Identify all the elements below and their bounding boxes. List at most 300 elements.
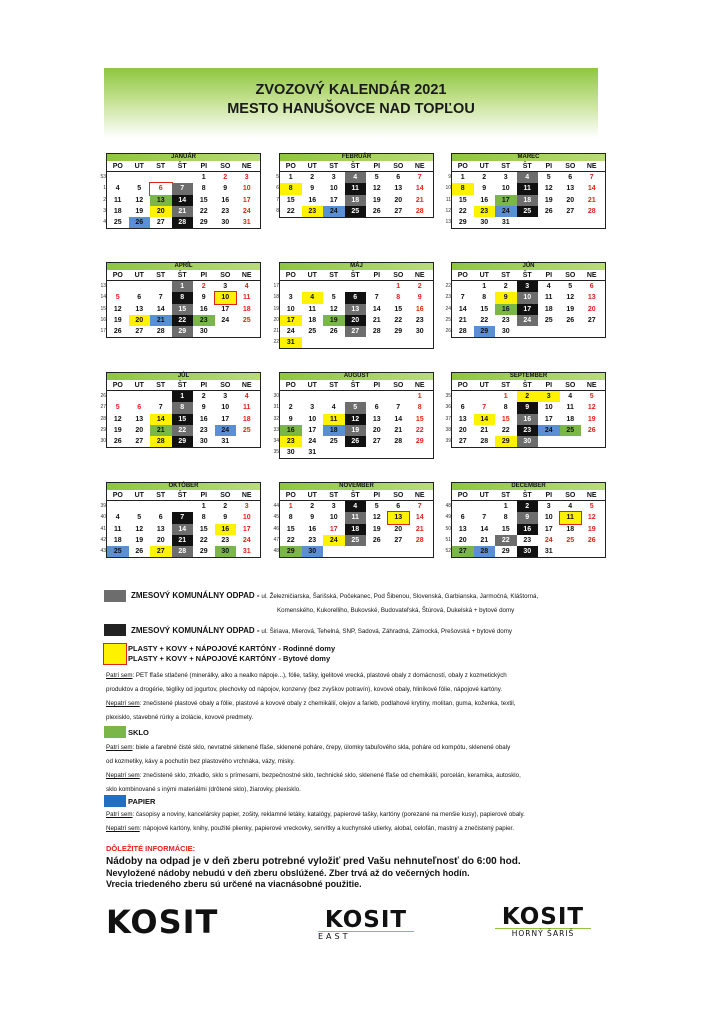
day-cell: 22: [286, 536, 295, 544]
weekday-label: NE: [241, 163, 252, 170]
day-cell: 2: [517, 501, 539, 512]
day-cell: 20: [566, 196, 575, 204]
day-cell: [388, 337, 410, 348]
sklo-nepatri-text: : znečistené sklo, zrkadlo, sklo s prímesami, bezpečnostné sklo, technické sklo, sklenené fľaše od chemikálií, porcelán, keramika, autosklo,: [139, 772, 521, 779]
day-cell: 13: [388, 512, 410, 523]
weekday-label: PI: [373, 272, 381, 279]
day-cell: [150, 172, 172, 183]
day-cell: 7: [172, 512, 194, 523]
weekday-label: NE: [241, 492, 252, 499]
day-cell: [581, 326, 603, 337]
day-cell: 20: [156, 536, 165, 544]
day-cell: 16: [308, 525, 317, 533]
week-number: 2: [103, 196, 106, 203]
weekday-label: NE: [586, 272, 597, 279]
week-row: [100, 535, 261, 546]
day-cell: 31: [242, 547, 251, 555]
legend-komunal-1-text2: Komenského, Kukorelliho, Bukovské, Budovateľská, Štúrová, Dukelská + bytové domy: [277, 607, 515, 614]
weekday-label: NE: [586, 382, 597, 389]
day-cell: 14: [415, 185, 424, 193]
weekday-label: ŠT: [350, 163, 360, 170]
legend-komunal-1-title: ZMESOVÝ KOMUNÁLNY ODPAD -: [131, 591, 260, 600]
weekday-label: SO: [565, 492, 576, 499]
day-cell: [150, 501, 172, 512]
weekday-label: UT: [307, 492, 317, 499]
weekday-label: ST: [156, 382, 166, 389]
legend-komunal-1-text: ul. Železničiarska, Šarišská, Počekanec, Pod Šibenou, Slovenská, Garbianska, Jarmočná, Kláštorná,: [259, 593, 539, 600]
day-cell: 17: [544, 525, 553, 533]
day-cell: 29: [415, 437, 424, 445]
plasty-nepatri-text2: plexisklo, stavebné rúrky a izolácie, kovové predmety.: [106, 714, 254, 721]
month-name: AUGUST: [279, 372, 434, 380]
week-number: 32: [273, 415, 279, 422]
sklo-description: [106, 741, 586, 797]
month-name: DECEMBER: [451, 482, 606, 490]
day-cell: [129, 281, 151, 292]
day-cell: 11: [560, 512, 582, 523]
weekday-label: SO: [565, 272, 576, 279]
day-cell: 10: [544, 514, 553, 522]
week-row: [100, 292, 261, 303]
day-cell: 28: [394, 437, 403, 445]
month-name: NOVEMBER: [279, 482, 434, 490]
komunal-black-swatch: [104, 624, 126, 636]
day-cell: 9: [201, 404, 206, 412]
day-cell: 23: [517, 425, 539, 436]
day-cell: 18: [345, 524, 367, 535]
weekday-label: PO: [112, 163, 123, 170]
weekday-label: UT: [479, 272, 489, 279]
day-cell: 7: [158, 294, 163, 302]
day-cell: [323, 447, 345, 458]
day-cell: 23: [415, 316, 424, 324]
week-number: 18: [273, 294, 279, 301]
week-row: [445, 414, 606, 425]
day-cell: 4: [115, 185, 120, 193]
day-cell: 16: [480, 196, 489, 204]
day-cell: 3: [223, 393, 228, 401]
week-row: [273, 337, 434, 348]
day-cell: 26: [544, 207, 553, 215]
day-cell: [323, 337, 345, 348]
day-cell: [345, 391, 367, 402]
day-cell: 20: [135, 426, 144, 434]
day-cell: 28: [172, 217, 194, 228]
weekday-label: NE: [586, 163, 597, 170]
day-cell: 8: [503, 514, 508, 522]
weekday-label: SO: [565, 382, 576, 389]
day-cell: 3: [503, 174, 508, 182]
weekday-header: [451, 161, 606, 172]
week-row: [445, 206, 606, 217]
weekday-label: SO: [220, 163, 231, 170]
day-cell: 29: [394, 327, 403, 335]
day-cell: 22: [495, 535, 517, 546]
weekday-label: SO: [393, 492, 404, 499]
day-cell: [302, 337, 324, 348]
week-number: 51: [445, 536, 451, 543]
day-cell: 11: [545, 294, 553, 302]
day-cell: 18: [544, 305, 553, 313]
day-cell: 1: [503, 393, 508, 401]
day-cell: 21: [587, 196, 596, 204]
day-cell: 28: [587, 207, 596, 215]
month-apríl: [100, 262, 261, 338]
weekday-label: SO: [565, 163, 576, 170]
week-number: 39: [100, 503, 106, 510]
weekday-label: PI: [373, 382, 381, 389]
day-cell: 30: [517, 546, 539, 557]
day-cell: 30: [302, 546, 324, 557]
day-cell: 1: [396, 283, 401, 291]
day-cell: 9: [223, 514, 228, 522]
weekday-label: ST: [329, 163, 339, 170]
day-cell: 25: [242, 426, 251, 434]
day-cell: 18: [517, 195, 539, 206]
sklo-nepatri-text2: sklo kombinované s inými materiálmi (drôtené sklo), žiarovky, plexisklo.: [106, 786, 301, 793]
day-cell: 25: [345, 206, 367, 217]
day-cell: 30: [286, 449, 295, 457]
week-number: 35: [273, 449, 279, 456]
day-cell: 17: [280, 315, 302, 326]
week-row: [100, 512, 261, 523]
week-row: [100, 281, 261, 292]
day-cell: 5: [568, 283, 573, 291]
week-number: 10: [445, 185, 451, 192]
month-name: OKTÓBER: [106, 482, 261, 490]
legend-papier: PAPIER: [128, 797, 156, 806]
week-row: [273, 524, 434, 535]
day-cell: 21: [480, 536, 489, 544]
day-cell: 18: [566, 415, 575, 423]
day-cell: [538, 436, 560, 447]
papier-nepatri-text: : nápojové kartóny, knihy, použité plienky, papierové vreckovky, servítky a kuchynské utierky, alobal, celofán, mastný a znečistený papier.: [139, 825, 514, 832]
week-row: [445, 546, 606, 557]
day-cell: 25: [560, 425, 582, 436]
day-cell: 17: [329, 196, 338, 204]
day-cell: 1: [172, 281, 194, 292]
day-cell: 2: [417, 283, 422, 291]
day-cell: 28: [172, 546, 194, 557]
day-cell: 10: [215, 292, 237, 303]
day-cell: 8: [172, 292, 194, 303]
weekday-header: [451, 270, 606, 281]
day-cell: 4: [244, 283, 249, 291]
day-cell: 5: [331, 294, 336, 302]
day-cell: 23: [199, 426, 208, 434]
day-cell: 17: [308, 426, 317, 434]
weekday-label: PI: [545, 492, 553, 499]
week-number: 28: [100, 415, 106, 422]
day-cell: [129, 172, 151, 183]
day-cell: 5: [137, 185, 142, 193]
day-cell: 29: [280, 546, 302, 557]
week-number: 48: [445, 503, 451, 510]
day-cell: 2: [310, 503, 315, 511]
day-cell: 7: [482, 514, 487, 522]
week-number: 35: [445, 393, 451, 400]
day-cell: 8: [280, 183, 302, 194]
week-row: [445, 436, 606, 447]
day-cell: 9: [495, 292, 517, 303]
week-number: 30: [100, 437, 106, 444]
day-cell: 11: [243, 404, 251, 412]
week-number: 50: [445, 525, 451, 532]
day-cell: 19: [544, 196, 553, 204]
day-cell: 19: [113, 426, 122, 434]
day-cell: 13: [345, 304, 367, 315]
weekday-label: PI: [200, 163, 208, 170]
month-február: [276, 153, 434, 218]
day-cell: [107, 501, 129, 512]
week-number: 53: [100, 174, 106, 181]
week-row: [100, 414, 261, 425]
week-row: [273, 326, 434, 337]
day-cell: 20: [458, 536, 467, 544]
week-number: 43: [100, 547, 106, 554]
day-cell: 6: [589, 283, 594, 291]
day-cell: 25: [107, 546, 129, 557]
week-number: 22: [273, 339, 279, 346]
day-cell: 28: [458, 327, 467, 335]
day-cell: 2: [201, 283, 206, 291]
weekday-header: [279, 161, 434, 172]
week-row: [276, 183, 434, 194]
week-number: 13: [100, 283, 106, 290]
day-cell: 27: [150, 546, 172, 557]
week-number: 52: [445, 547, 451, 554]
week-row: [445, 217, 606, 228]
day-cell: 29: [458, 218, 467, 226]
day-cell: 21: [458, 316, 467, 324]
day-cell: 28: [150, 436, 172, 447]
day-cell: 23: [474, 206, 496, 217]
day-cell: 5: [546, 174, 551, 182]
week-number: 22: [445, 283, 451, 290]
day-cell: 6: [460, 514, 465, 522]
day-cell: 5: [374, 174, 379, 182]
day-cell: 12: [113, 415, 122, 423]
header-banner: [104, 68, 598, 138]
day-cell: 23: [523, 536, 532, 544]
month-december: [445, 482, 606, 558]
day-cell: 7: [396, 404, 401, 412]
kosit-east-logo-text: KOSIT: [324, 907, 408, 933]
info-line-2: Nevyložené nádoby nebudú v deň zberu obslúžené. Zber trvá až do večerných hodín.: [106, 868, 470, 878]
day-cell: [236, 326, 258, 337]
day-cell: 22: [480, 316, 489, 324]
week-row: [276, 195, 434, 206]
day-cell: 15: [286, 525, 295, 533]
day-cell: 24: [495, 206, 517, 217]
week-row: [445, 315, 606, 326]
day-cell: 5: [115, 294, 120, 302]
day-cell: 6: [396, 174, 401, 182]
week-number: 14: [100, 294, 106, 301]
weekday-label: UT: [134, 163, 144, 170]
weekday-header: [279, 380, 434, 391]
day-cell: 18: [566, 525, 575, 533]
day-cell: 30: [517, 436, 539, 447]
day-cell: 3: [288, 294, 293, 302]
week-row: [273, 402, 434, 413]
week-number: 42: [100, 536, 106, 543]
month-name: JÚN: [451, 262, 606, 270]
day-cell: 4: [302, 292, 324, 303]
papier-patri-label: Patrí sem: [106, 811, 133, 818]
week-number: 33: [273, 426, 279, 433]
legend-plasty-bytove: PLASTY + KOVY + NÁPOJOVÉ KARTÓNY - Bytové domy: [128, 654, 331, 663]
week-row: [103, 217, 261, 228]
week-row: [276, 172, 434, 183]
day-cell: 9: [517, 512, 539, 523]
day-cell: 24: [323, 535, 345, 546]
month-september: [445, 372, 606, 448]
day-cell: 27: [452, 546, 474, 557]
legend-plasty: [128, 644, 335, 664]
day-cell: 18: [242, 305, 251, 313]
day-cell: 11: [323, 414, 345, 425]
day-cell: 26: [345, 436, 367, 447]
day-cell: 2: [482, 174, 487, 182]
day-cell: 23: [221, 207, 230, 215]
weekday-label: SO: [220, 382, 231, 389]
weekday-label: ST: [501, 163, 511, 170]
weekday-label: PI: [373, 492, 381, 499]
kosit-east-sub: EAST: [318, 931, 414, 941]
week-row: [445, 304, 606, 315]
week-number: 45: [273, 514, 279, 521]
day-cell: [302, 281, 324, 292]
day-cell: [517, 217, 539, 228]
day-cell: 1: [288, 174, 293, 182]
weekday-header: [106, 490, 261, 501]
week-number: 40: [100, 514, 106, 521]
day-cell: 22: [286, 207, 295, 215]
day-cell: 8: [482, 294, 487, 302]
day-cell: 27: [587, 316, 596, 324]
week-number: 44: [273, 503, 279, 510]
week-row: [445, 535, 606, 546]
day-cell: 15: [394, 305, 403, 313]
day-cell: 5: [589, 503, 594, 511]
weekday-header: [279, 490, 434, 501]
week-row: [100, 425, 261, 436]
day-cell: 28: [372, 327, 381, 335]
day-cell: 4: [244, 393, 249, 401]
week-row: [273, 292, 434, 303]
week-number: 20: [273, 316, 279, 323]
legend-komunal-2-text: ul. Širiava, Mierová, Tehelná, SNP, Sadová, Záhradná, Zámocká, Prešovská + bytové domy: [259, 628, 512, 635]
day-cell: 3: [223, 283, 228, 291]
day-cell: 13: [135, 305, 144, 313]
weekday-label: NE: [414, 382, 425, 389]
week-row: [100, 391, 261, 402]
week-row: [273, 535, 434, 546]
day-cell: 12: [135, 525, 144, 533]
day-cell: 20: [150, 206, 172, 217]
plasty-patri-text: : PET fľaše stlačené (minerálky, alko a nealko nápoje...), fólie, tašky, igelitové vrecká, plastové obaly z domácností, obaly z kozmetických: [132, 672, 507, 679]
day-cell: 30: [221, 218, 230, 226]
day-cell: [366, 281, 388, 292]
day-cell: 12: [329, 305, 338, 313]
weekday-label: PO: [285, 272, 296, 279]
day-cell: 8: [417, 404, 422, 412]
week-number: 26: [445, 327, 451, 334]
weekday-label: PI: [545, 163, 553, 170]
day-cell: 9: [310, 185, 315, 193]
day-cell: 22: [199, 207, 208, 215]
day-cell: 17: [242, 196, 251, 204]
day-cell: 21: [172, 535, 194, 546]
week-row: [103, 183, 261, 194]
month-január: [100, 153, 261, 229]
weekday-label: SO: [393, 382, 404, 389]
day-cell: 3: [546, 503, 551, 511]
week-row: [445, 195, 606, 206]
day-cell: 24: [323, 206, 345, 217]
kosit-hornysaris-logo-text: KOSIT: [501, 904, 585, 930]
papier-patri-text: : časopisy a noviny, kancelársky papier, zošity, reklamné letáky, katalógy, papierové tašky, kartóny (porezané na menšie kusy), papierové obaly.: [132, 811, 525, 818]
weekday-label: ST: [329, 272, 339, 279]
day-cell: 31: [280, 337, 302, 348]
week-number: 17: [100, 327, 106, 334]
weekday-label: NE: [414, 163, 425, 170]
weekday-label: PO: [285, 492, 296, 499]
week-row: [103, 195, 261, 206]
day-cell: 17: [329, 525, 338, 533]
nepatri-label: Nepatrí sem: [106, 700, 140, 707]
day-cell: 24: [538, 425, 560, 436]
weekday-label: NE: [586, 492, 597, 499]
day-cell: 30: [480, 218, 489, 226]
day-cell: 24: [215, 425, 237, 436]
weekday-label: ŠT: [350, 382, 360, 389]
kosit-hornysaris-logo: [495, 904, 591, 938]
day-cell: 3: [517, 281, 539, 292]
day-cell: [280, 391, 302, 402]
week-number: 38: [445, 426, 451, 433]
week-row: [273, 281, 434, 292]
day-cell: [107, 391, 129, 402]
week-row: [100, 315, 261, 326]
month-name: FEBRUÁR: [279, 153, 434, 161]
day-cell: [280, 281, 302, 292]
weekday-label: ŠT: [350, 272, 360, 279]
day-cell: 2: [517, 391, 539, 402]
day-cell: 19: [372, 196, 381, 204]
day-cell: 29: [501, 547, 510, 555]
day-cell: 9: [288, 415, 293, 423]
day-cell: 11: [114, 525, 122, 533]
day-cell: 2: [201, 393, 206, 401]
day-cell: [560, 436, 582, 447]
day-cell: 8: [503, 404, 508, 412]
day-cell: 19: [345, 425, 367, 436]
day-cell: 25: [345, 535, 367, 546]
day-cell: [581, 546, 603, 557]
day-cell: 7: [460, 294, 465, 302]
week-number: 41: [100, 525, 106, 532]
week-number: 24: [445, 305, 451, 312]
day-cell: [107, 172, 129, 183]
week-number: 13: [445, 218, 451, 225]
day-cell: 21: [372, 316, 381, 324]
day-cell: 17: [495, 195, 517, 206]
day-cell: 10: [308, 415, 317, 423]
month-jún: [445, 262, 606, 338]
day-cell: 11: [517, 183, 539, 194]
